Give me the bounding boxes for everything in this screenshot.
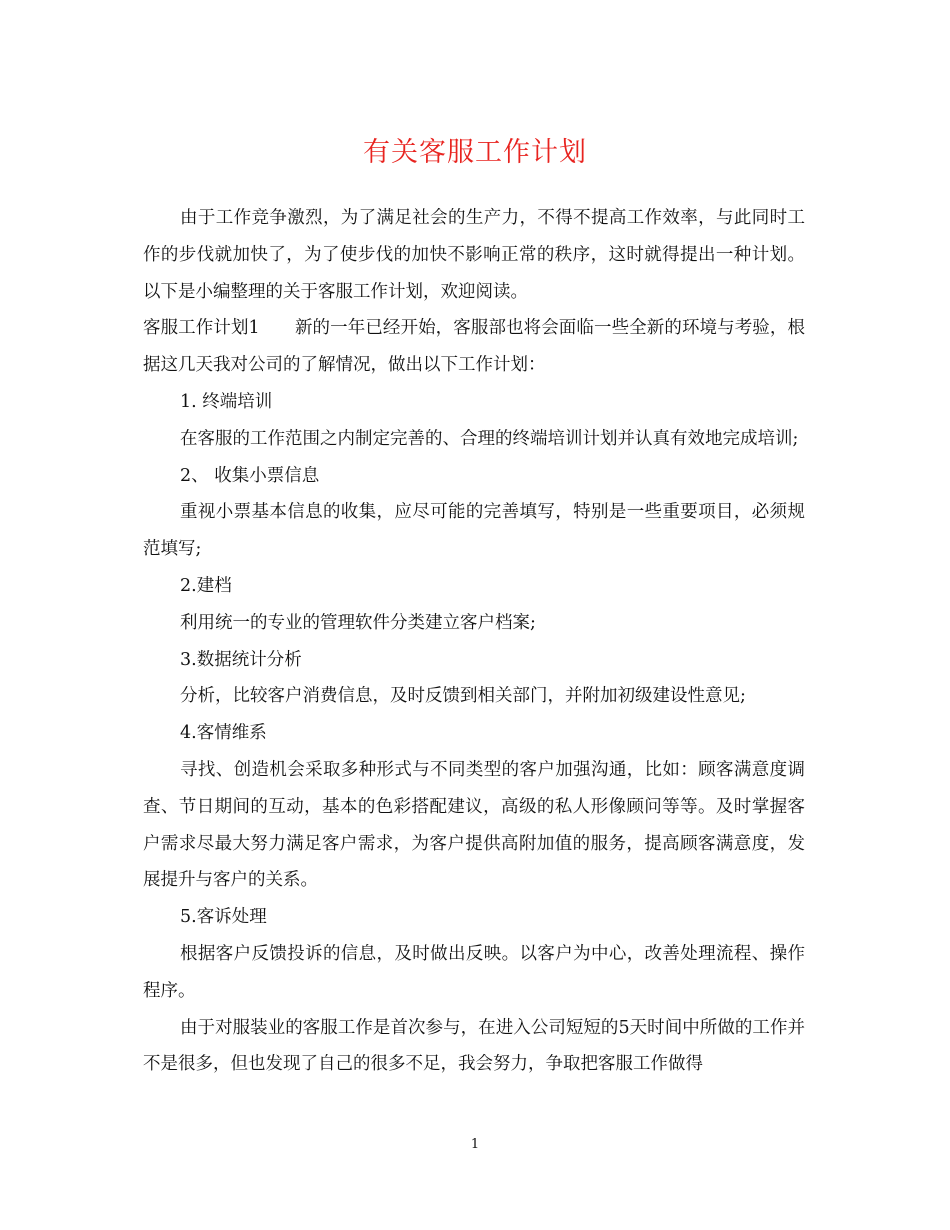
paragraph: 客服工作计划1 新的一年已经开始，客服部也将会面临一些全新的环境与考验，根据这几天我对公司的了解情况，做出以下工作计划： bbox=[143, 318, 805, 376]
paragraph: 由于工作竞争激烈，为了满足社会的生产力，不得不提高工作效率，与此同时工作的步伐就加快了，为了使步伐的加快不影响正常的秩序，这时就得提出一种计划。以下是小编整理的关于客服工作计划，欢迎阅读。 bbox=[143, 208, 805, 302]
paragraph: 2、 收集小票信息 bbox=[180, 465, 320, 486]
paragraph: 利用统一的专业的管理软件分类建立客户档案; bbox=[180, 612, 536, 633]
document-title: 有关客服工作计划 bbox=[363, 137, 587, 168]
paragraph: 分析，比较客户消费信息，及时反馈到相关部门，并附加初级建设性意见; bbox=[180, 686, 746, 707]
paragraph: 根据客户反馈投诉的信息，及时做出反映。以客户为中心，改善处理流程、操作程序。 bbox=[143, 943, 805, 1001]
paragraph: 在客服的工作范围之内制定完善的、合理的终端培训计划并认真有效地完成培训; bbox=[180, 428, 799, 449]
document-body bbox=[143, 200, 805, 1083]
page-number: 1 bbox=[470, 1137, 480, 1152]
paragraph: 3.数据统计分析 bbox=[180, 649, 302, 670]
paragraph: 1. 终端培训 bbox=[180, 391, 273, 412]
paragraph: 4.客情维系 bbox=[180, 723, 267, 744]
paragraph: 重视小票基本信息的收集，应尽可能的完善填写，特别是一些重要项目，必须规范填写; bbox=[143, 502, 805, 560]
paragraph: 由于对服装业的客服工作是首次参与，在进入公司短短的5天时间中所做的工作并不是很多，但也发现了自己的很多不足，我会努力，争取把客服工作做得 bbox=[143, 1017, 805, 1075]
paragraph: 2.建档 bbox=[180, 575, 232, 596]
paragraph: 5.客诉处理 bbox=[180, 907, 267, 928]
paragraph: 寻找、创造机会采取多种形式与不同类型的客户加强沟通，比如：顾客满意度调查、节日期间的互动，基本的色彩搭配建议，高级的私人形像顾问等等。及时掌握客户需求尽最大努力满足客户需求，为客户提供高附加值的服务，提高顾客满意度，发展提升与客户的关系。 bbox=[143, 759, 805, 891]
